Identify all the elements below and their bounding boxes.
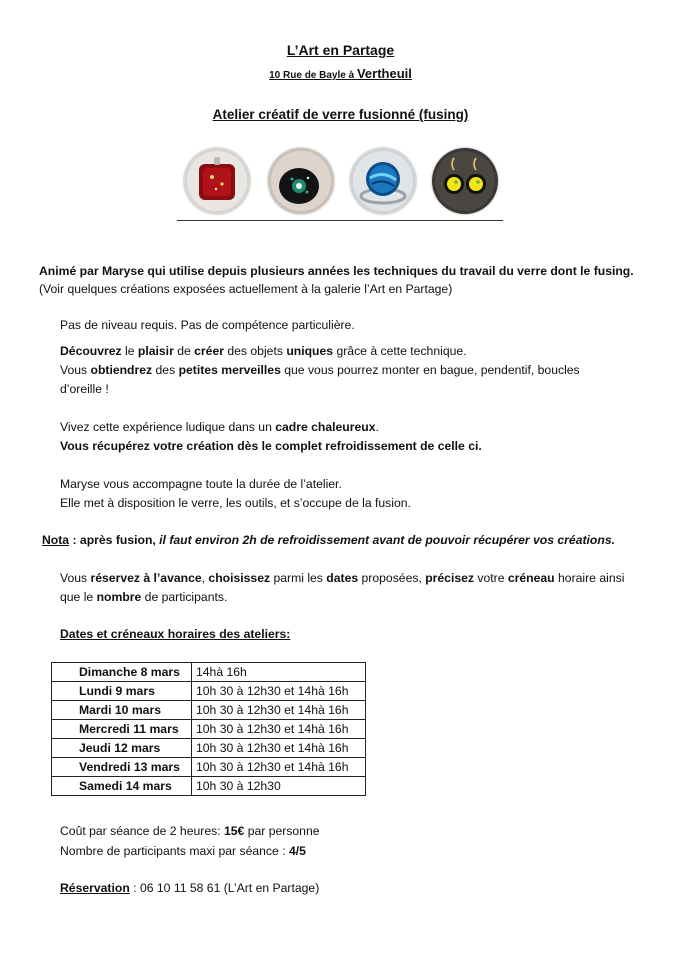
nota-text: : après fusion, (69, 533, 160, 547)
schedule-day: Mercredi 11 mars (52, 720, 192, 739)
create-word: créer (194, 344, 224, 358)
workshop-title: Atelier créatif de verre fusionné (fusing) (212, 107, 469, 122)
obtain-text: des (152, 363, 179, 377)
maryse-line-2: Elle met à disposition le verre, les outils, et s’occupe de la fusion. (60, 496, 411, 510)
schedule-row (52, 720, 366, 739)
yellow-earrings-photo (432, 148, 498, 214)
obtain-word: obtiendrez (90, 363, 153, 377)
address-town: Vertheuil (356, 66, 412, 81)
intro-line-2: (Voir quelques créations exposées actuellement à la galerie l’Art en Partage) (39, 282, 453, 296)
live-text: . (375, 420, 379, 434)
schedule-day: Mardi 10 mars (52, 701, 192, 720)
cost-label: Coût par séance de 2 heures: (60, 824, 224, 838)
max-value: 4/5 (288, 844, 306, 858)
schedule-hours: 10h 30 à 12h30 et 14hà 16h (192, 701, 366, 720)
specify-word: précisez (425, 571, 474, 585)
reserve-line-2 (60, 588, 227, 607)
obtain-text: que vous pourrez monter en bague, pendentif, boucles (280, 363, 580, 377)
schedule-day: Lundi 9 mars (52, 682, 192, 701)
slot-word: créneau (507, 571, 555, 585)
schedule-row (52, 777, 366, 796)
schedule-day: Dimanche 8 mars (52, 663, 192, 682)
schedule-hours: 10h 30 à 12h30 (192, 777, 366, 796)
reserve-line-1 (60, 569, 624, 588)
live-text: Vivez cette expérience ludique dans un (60, 420, 276, 434)
reserve-text: que le (60, 590, 97, 604)
schedule-table (51, 662, 366, 796)
discover-text: grâce à cette technique. (333, 344, 467, 358)
schedule-row (52, 663, 366, 682)
reserve-text: Vous (60, 571, 91, 585)
schedule-row (52, 758, 366, 777)
dates-word: dates (326, 571, 359, 585)
schedule-hours: 10h 30 à 12h30 et 14hà 16h (192, 739, 366, 758)
reservation-phone: : 06 10 11 58 61 (L’Art en Partage) (129, 881, 320, 895)
nota-italic-text: il faut environ 2h de refroidissement avant de pouvoir récupérer vos créations. (159, 533, 615, 547)
cost-line (60, 822, 320, 841)
cost-suffix: par personne (244, 824, 320, 838)
red-square-pendant-photo (184, 148, 250, 214)
reservation-label: Réservation (60, 881, 130, 895)
address-street: 10 Rue de Bayle à (269, 70, 357, 81)
discover-text: des objets (223, 344, 287, 358)
discover-word: Découvrez (60, 344, 122, 358)
reserve-text: de participants. (141, 590, 228, 604)
live-line (60, 418, 379, 437)
obtain-line (60, 361, 580, 380)
discover-text: de (173, 344, 195, 358)
discover-line (60, 342, 467, 361)
pleasure-word: plaisir (137, 344, 174, 358)
obtain-line-2: d’oreille ! (60, 382, 109, 396)
schedule-day: Samedi 14 mars (52, 777, 192, 796)
page-title: L’Art en Partage (286, 42, 395, 58)
address (0, 66, 681, 81)
obtain-text: Vous (60, 363, 91, 377)
unique-word: uniques (286, 344, 334, 358)
maryse-line-1: Maryse vous accompagne toute la durée de l’atelier. (60, 477, 342, 491)
reserve-text: parmi les (270, 571, 327, 585)
reserve-text: votre (474, 571, 508, 585)
divider (177, 220, 503, 221)
max-participants-line (60, 842, 306, 861)
schedule-row (52, 739, 366, 758)
intro-line-1: Animé par Maryse qui utilise depuis plusieurs années les techniques du travail du verre dont le fusing. (39, 264, 634, 278)
choose-word: choisissez (208, 571, 271, 585)
schedule-hours: 10h 30 à 12h30 et 14hà 16h (192, 758, 366, 777)
number-word: nombre (96, 590, 142, 604)
blue-ring-photo (350, 148, 416, 214)
discover-text: le (121, 344, 138, 358)
schedule-hours: 14hà 16h (192, 663, 366, 682)
schedule-heading: Dates et créneaux horaires des ateliers: (60, 627, 291, 641)
schedule-hours: 10h 30 à 12h30 et 14hà 16h (192, 682, 366, 701)
max-label: Nombre de participants maxi par séance : (60, 844, 289, 858)
photo-strip (184, 148, 504, 218)
schedule-day: Jeudi 12 mars (52, 739, 192, 758)
reservation-line (60, 879, 319, 898)
schedule-day: Vendredi 13 mars (52, 758, 192, 777)
schedule-row (52, 682, 366, 701)
nota-label: Nota (42, 533, 70, 547)
cost-value: 15€ (223, 824, 245, 838)
nota-line (42, 531, 615, 550)
reserve-text: , (201, 571, 209, 585)
black-flower-pendant-photo (268, 148, 334, 214)
recover-line: Vous récupérez votre création dès le complet refroidissement de celle ci. (60, 439, 482, 453)
reserve-word: réservez à l’avance (90, 571, 202, 585)
no-level-text: Pas de niveau requis. Pas de compétence particulière. (60, 318, 355, 332)
warm-setting-word: cadre chaleureux (275, 420, 376, 434)
schedule-row (52, 701, 366, 720)
wonders-word: petites merveilles (178, 363, 281, 377)
schedule-hours: 10h 30 à 12h30 et 14hà 16h (192, 720, 366, 739)
reserve-text: proposées, (358, 571, 426, 585)
reserve-text: horaire ainsi (554, 571, 625, 585)
